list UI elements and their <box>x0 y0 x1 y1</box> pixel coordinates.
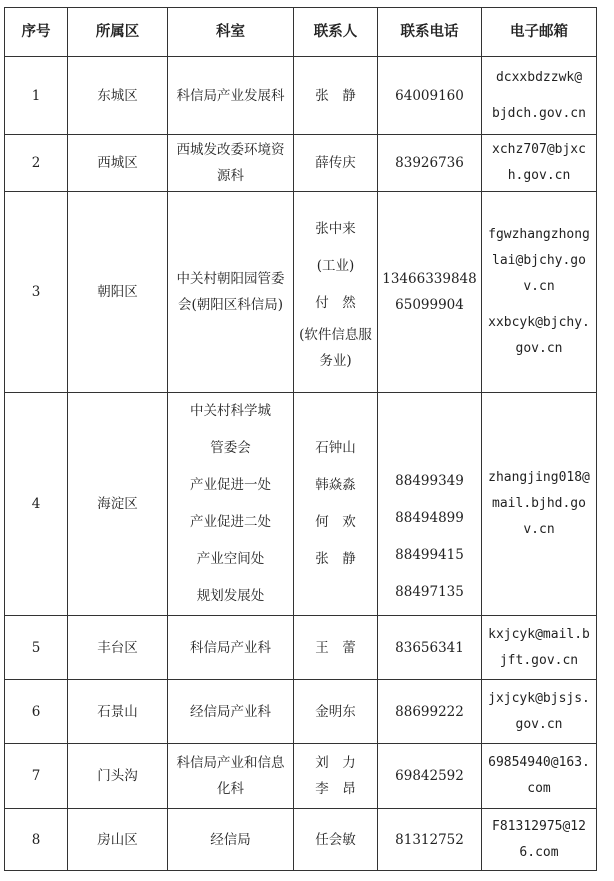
row-number: 1 <box>5 57 68 135</box>
contact-line: 张 静 <box>315 551 356 567</box>
phone-line: 88499415 <box>395 547 464 563</box>
email-line: bjdch.gov.cn <box>492 105 586 121</box>
department-line: 中关村科学城 <box>190 403 271 419</box>
email-line: xchz707@bjxch.gov.cn <box>492 142 586 183</box>
email-line: fgwzhangzhonglai@bjchy.gov.cn <box>488 227 590 294</box>
header-district: 所属区 <box>68 8 168 57</box>
department-line: 科信局产业发展科 <box>176 87 285 104</box>
contact-line: 金明东 <box>315 703 356 720</box>
contact-cell <box>294 616 378 680</box>
header-contact: 联系人 <box>294 8 378 57</box>
district-cell: 西城区 <box>68 135 168 192</box>
phone-line: 83926736 <box>395 155 464 171</box>
email-cell <box>482 680 597 744</box>
contact-line: 韩焱淼 <box>315 477 356 493</box>
contact-line: 何 欢 <box>315 514 356 530</box>
row-number: 2 <box>5 135 68 192</box>
department-cell <box>168 616 294 680</box>
email-cell <box>482 393 597 616</box>
department-line: 经信局 <box>210 831 251 848</box>
row-number: 8 <box>5 809 68 871</box>
phone-cell <box>378 616 482 680</box>
contact-line: 付 然 <box>315 294 356 311</box>
email-cell <box>482 135 597 192</box>
phone-cell <box>378 680 482 744</box>
contact-line: (软件信息服务业) <box>299 326 372 369</box>
contact-line: 石钟山 <box>315 440 356 456</box>
row-number: 5 <box>5 616 68 680</box>
district-cell: 东城区 <box>68 57 168 135</box>
phone-line: 65099904 <box>395 297 464 313</box>
department-line: 科信局产业科 <box>190 639 271 656</box>
header-row <box>5 8 597 57</box>
district-cell: 房山区 <box>68 809 168 871</box>
contact-table <box>4 7 597 871</box>
table-row <box>5 135 597 192</box>
phone-line: 88497135 <box>395 584 464 600</box>
department-cell <box>168 135 294 192</box>
district-cell: 门头沟 <box>68 744 168 809</box>
header-phone: 联系电话 <box>378 8 482 57</box>
phone-line: 69842592 <box>395 768 464 784</box>
department-line: 西城发改委环境资源科 <box>176 142 285 184</box>
header-no: 序号 <box>5 8 68 57</box>
department-cell <box>168 393 294 616</box>
phone-line: 83656341 <box>395 639 464 656</box>
email-cell <box>482 616 597 680</box>
district-cell: 丰台区 <box>68 616 168 680</box>
contact-line: 张中来 <box>315 220 356 237</box>
phone-line: 88494899 <box>395 510 464 526</box>
email-cell <box>482 809 597 871</box>
department-line: 科信局产业和信息化科 <box>176 755 285 797</box>
email-cell <box>482 744 597 809</box>
table-row <box>5 393 597 616</box>
email-line: 69854940@163.com <box>488 755 590 796</box>
contact-line: 薛传庆 <box>315 155 356 171</box>
contact-cell <box>294 192 378 393</box>
phone-cell <box>378 809 482 871</box>
phone-cell <box>378 192 482 393</box>
department-cell <box>168 744 294 809</box>
email-line: kxjcyk@mail.bjft.gov.cn <box>488 626 590 668</box>
row-number: 3 <box>5 192 68 393</box>
phone-line: 88699222 <box>395 703 464 720</box>
table-row <box>5 57 597 135</box>
district-cell: 海淀区 <box>68 393 168 616</box>
contact-line: 刘 力 <box>315 755 356 771</box>
header-email: 电子邮箱 <box>482 8 597 57</box>
table-row <box>5 616 597 680</box>
department-line: 经信局产业科 <box>190 703 271 720</box>
row-number: 6 <box>5 680 68 744</box>
phone-cell <box>378 135 482 192</box>
contact-cell <box>294 135 378 192</box>
department-line: 产业促进一处 <box>190 477 271 493</box>
contact-line: (工业) <box>316 257 355 274</box>
email-line: dcxxbdzzwk@ <box>495 69 583 85</box>
district-cell: 朝阳区 <box>68 192 168 393</box>
phone-cell <box>378 57 482 135</box>
contact-cell <box>294 744 378 809</box>
department-line: 规划发展处 <box>196 588 265 604</box>
department-line: 产业促进二处 <box>190 514 271 530</box>
contact-cell <box>294 809 378 871</box>
department-line: 中关村朝阳园管委会(朝阳区科信局) <box>176 271 285 313</box>
department-cell <box>168 192 294 393</box>
email-line: xxbcyk@bjchy.gov.cn <box>488 315 590 356</box>
department-line: 管委会 <box>210 440 251 456</box>
phone-cell <box>378 393 482 616</box>
row-number: 4 <box>5 393 68 616</box>
email-cell <box>482 57 597 135</box>
email-line: jxjcyk@bjsjs.gov.cn <box>488 690 590 732</box>
contact-line: 任会敏 <box>315 831 356 848</box>
contact-line: 王 蕾 <box>315 639 356 656</box>
contact-line: 李 昂 <box>315 781 356 797</box>
department-cell <box>168 809 294 871</box>
contact-line: 张 静 <box>315 87 356 104</box>
table-row <box>5 192 597 393</box>
email-line: F81312975@126.com <box>492 818 586 860</box>
contact-cell <box>294 680 378 744</box>
table-row <box>5 680 597 744</box>
email-line: zhangjing018@mail.bjhd.gov.cn <box>488 470 590 537</box>
table-row <box>5 744 597 809</box>
phone-line: 13466339848 <box>382 271 477 287</box>
department-cell <box>168 680 294 744</box>
phone-line: 81312752 <box>395 831 464 848</box>
phone-cell <box>378 744 482 809</box>
district-cell: 石景山 <box>68 680 168 744</box>
email-cell <box>482 192 597 393</box>
contact-cell <box>294 57 378 135</box>
table-row <box>5 809 597 871</box>
department-line: 产业空间处 <box>196 551 265 567</box>
phone-line: 88499349 <box>395 473 464 489</box>
header-department: 科室 <box>168 8 294 57</box>
contact-cell <box>294 393 378 616</box>
department-cell <box>168 57 294 135</box>
row-number: 7 <box>5 744 68 809</box>
phone-line: 64009160 <box>395 87 464 104</box>
